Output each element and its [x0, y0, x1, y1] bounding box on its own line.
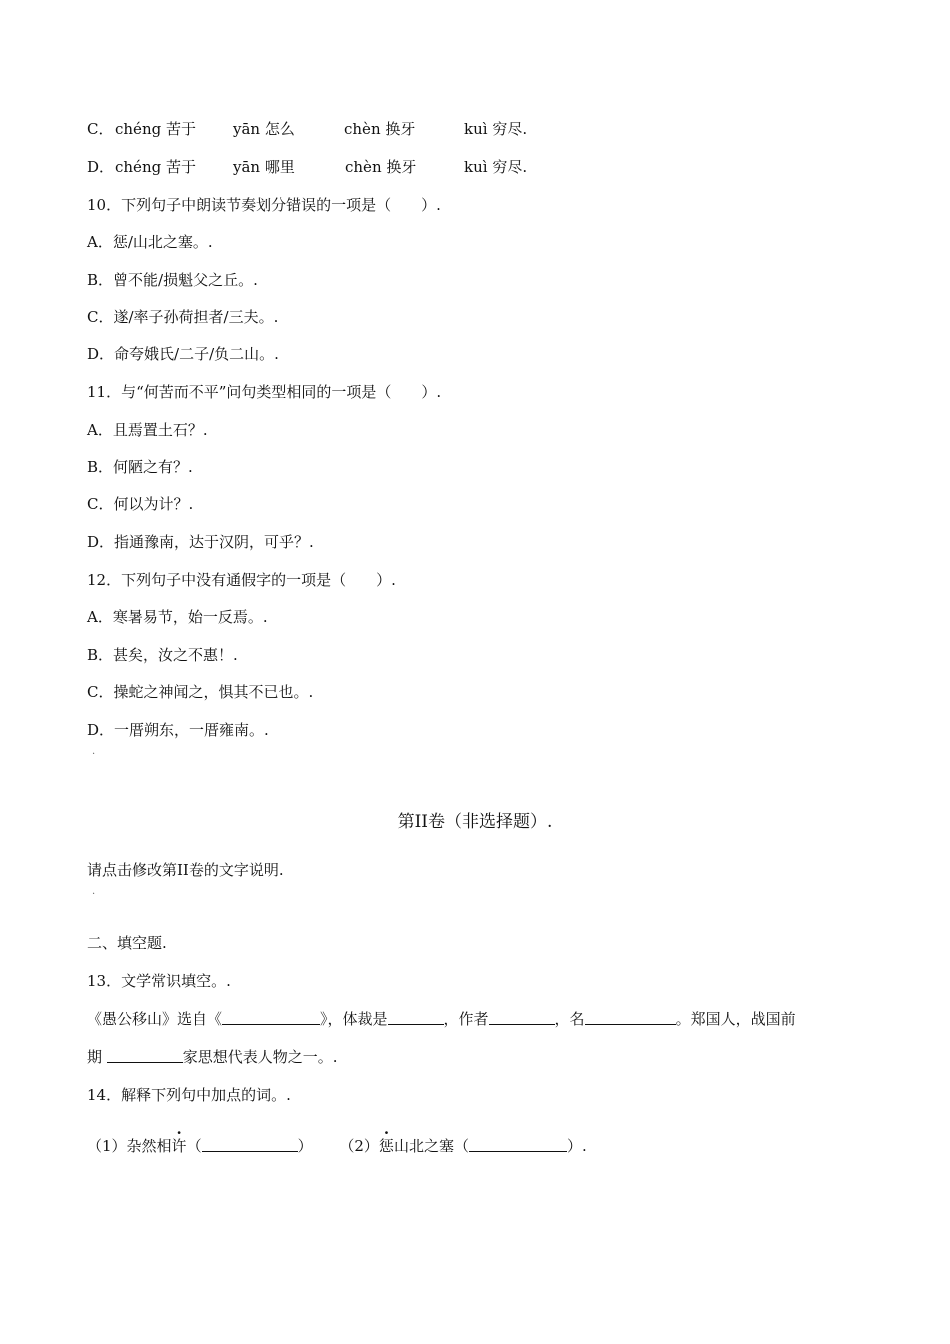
option-part-3: chèn 换牙: [344, 120, 416, 138]
q13-line-2: [87, 1047, 338, 1067]
q13-line-1: [87, 1009, 796, 1029]
q12-stem: 12．下列句子中没有通假字的一项是（ ）.: [87, 571, 396, 589]
q10-option-d: D．命夸娥氏/二子/负二山。.: [87, 345, 279, 363]
q11-option-d: D．指通豫南，达于汉阴，可乎？.: [87, 533, 314, 551]
paragraph-mark: .: [92, 886, 96, 897]
q14-item-1: [87, 1137, 317, 1155]
q13-text-1: 《愚公移山》选自《: [87, 1010, 223, 1028]
emphasized-word-xu: 许: [171, 1137, 187, 1155]
paren-open: （: [186, 1137, 202, 1155]
option-part-2: yān 怎么: [233, 120, 295, 138]
q12-option-d: D．一厝朔东，一厝雍南。.: [87, 721, 269, 739]
q13-stem: 13．文学常识填空。.: [87, 972, 231, 990]
option-label: C．: [87, 120, 114, 138]
q12-option-c: C．操蛇之神闻之，惧其不已也。.: [87, 683, 314, 701]
option-part-1: chéng 苦于: [115, 158, 196, 176]
q14-stem: 14．解释下列句中加点的词。.: [87, 1086, 291, 1104]
option-part-3: chèn 换牙: [345, 158, 417, 176]
q14-items: [87, 1136, 587, 1156]
blank-author[interactable]: [489, 1009, 555, 1025]
section-2-heading: 二、填空题.: [87, 934, 167, 952]
option-part-2: yān 哪里: [233, 158, 295, 176]
blank-genre[interactable]: [388, 1009, 444, 1025]
q11-option-b: B．何陋之有？.: [87, 458, 193, 476]
paren-close: ）: [297, 1137, 313, 1155]
q13-text-7: 家思想代表人物之一。.: [182, 1048, 338, 1066]
q11-option-c: C．何以为计？.: [87, 495, 194, 513]
paren-close: ）.: [566, 1137, 587, 1155]
q13-text-3: ，作者: [443, 1010, 489, 1028]
option-label: D．: [87, 158, 115, 176]
paragraph-mark: .: [92, 746, 96, 757]
volume-2-note: 请点击修改第II卷的文字说明.: [87, 861, 284, 879]
blank-q14-2[interactable]: [469, 1136, 567, 1152]
option-part-1: chéng 苦于: [115, 120, 196, 138]
q14-item-2-text-b: 山北之塞（: [393, 1137, 469, 1155]
q10-option-c: C．遂/率子孙荷担者/三夫。.: [87, 308, 279, 326]
q10-stem: 10．下列句子中朗读节奏划分错误的一项是（ ）.: [87, 196, 441, 214]
blank-school-of-thought[interactable]: [107, 1047, 183, 1063]
q14-item-2-text: （2）: [339, 1137, 379, 1155]
q14-item-1-text: （1）杂然相: [87, 1137, 172, 1155]
q12-option-b: B．甚矣，汝之不惠！.: [87, 646, 238, 664]
q13-text-6: 期: [87, 1048, 107, 1066]
volume-2-title: 第II卷（非选择题）.: [397, 812, 553, 832]
q14-item-2: [339, 1137, 586, 1155]
option-part-4: kuì 穷尽.: [464, 158, 528, 176]
option-part-4: kuì 穷尽.: [464, 120, 528, 138]
q10-option-b: B．曾不能/损魁父之丘。.: [87, 271, 258, 289]
q13-text-2: 》，体裁是: [320, 1010, 388, 1028]
emphasized-word-cheng: 惩: [378, 1137, 394, 1155]
blank-given-name[interactable]: [585, 1009, 676, 1025]
q12-option-a: A．寒暑易节，始一反焉。.: [87, 608, 268, 626]
q13-text-4: ，名: [554, 1010, 585, 1028]
q11-stem: 11．与“何苦而不平”问句类型相同的一项是（ ）.: [87, 383, 442, 401]
q10-option-a: A．惩/山北之塞。.: [87, 233, 213, 251]
q11-option-a: A．且焉置土石？.: [87, 421, 208, 439]
q13-text-5: 。郑国人，战国前: [675, 1010, 796, 1028]
blank-source-book[interactable]: [222, 1009, 320, 1025]
blank-q14-1[interactable]: [202, 1136, 298, 1152]
